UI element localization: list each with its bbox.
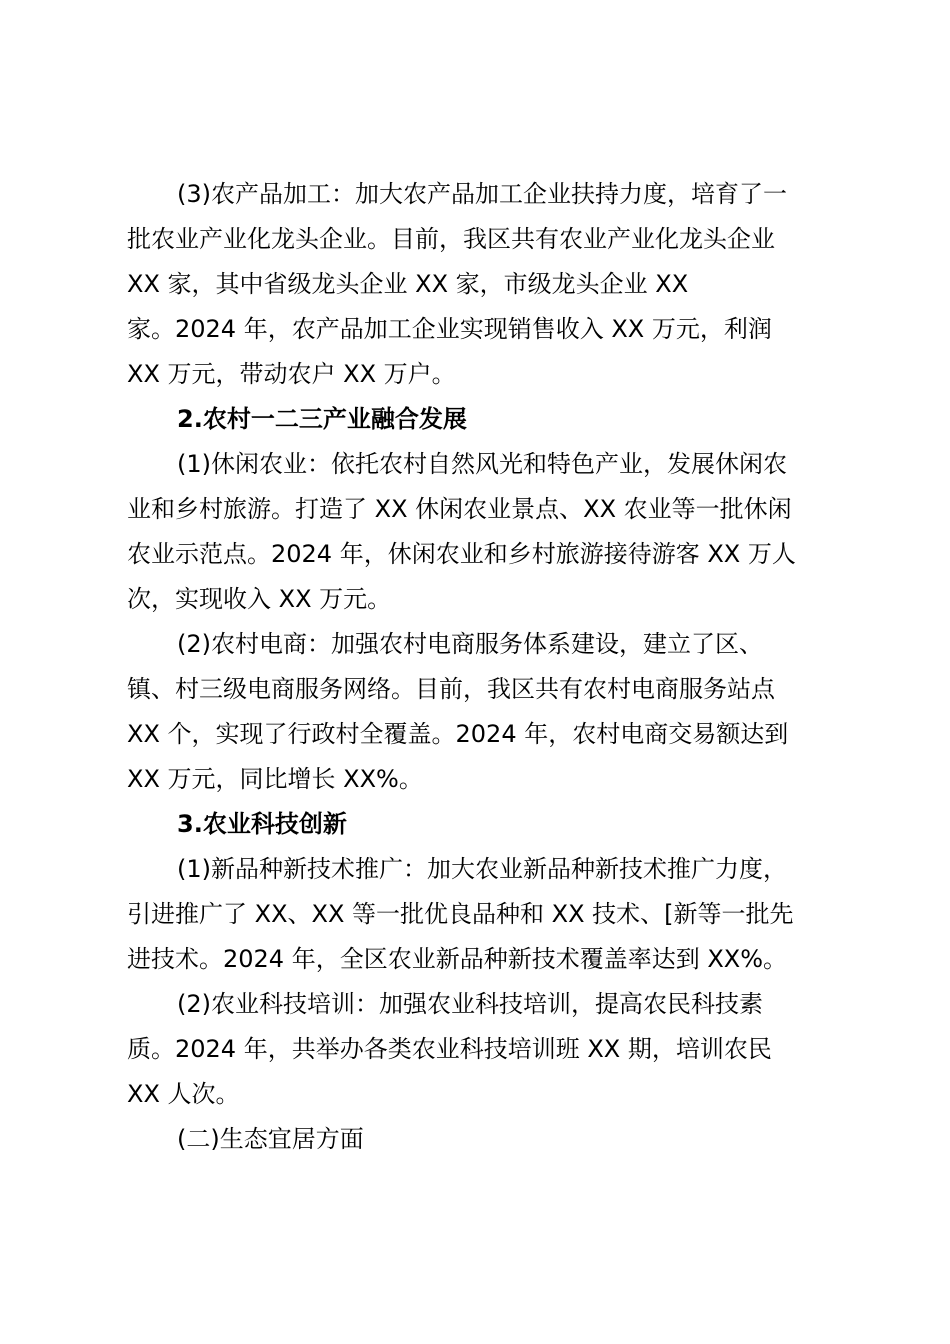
paragraph-line: 农业示范点。2024 年，休闲农业和乡村旅游接待游客 XX 万人 <box>127 540 796 568</box>
paragraph-line: (1)休闲农业：依托农村自然风光和特色产业，发展休闲农 <box>177 450 787 478</box>
paragraph-line: (3)农产品加工：加大农产品加工企业扶持力度，培育了一 <box>177 180 787 208</box>
paragraph-line: 批农业产业化龙头企业。目前，我区共有农业产业化龙头企业 <box>127 225 775 253</box>
paragraph-line: XX 个，实现了行政村全覆盖。2024 年，农村电商交易额达到 <box>127 720 789 748</box>
paragraph-line: 引进推广了 XX、XX 等一批优良品种和 XX 技术、[新等一批先 <box>127 900 794 928</box>
paragraph-line: (2)农业科技培训：加强农业科技培训，提高农民科技素 <box>177 990 763 1018</box>
paragraph-line: 进技术。2024 年，全区农业新品种新技术覆盖率达到 XX%。 <box>127 945 788 973</box>
paragraph-line: 次，实现收入 XX 万元。 <box>127 585 392 613</box>
section-heading: (二)生态宜居方面 <box>177 1125 364 1153</box>
paragraph-line: (2)农村电商：加强农村电商服务体系建设，建立了区、 <box>177 630 763 658</box>
paragraph-line: XX 人次。 <box>127 1080 240 1108</box>
paragraph-line: 镇、村三级电商服务网络。目前，我区共有农村电商服务站点 <box>127 675 775 703</box>
paragraph-line: 家。2024 年，农产品加工企业实现销售收入 XX 万元，利润 <box>127 315 772 343</box>
paragraph-line: 业和乡村旅游。打造了 XX 休闲农业景点、XX 农业等一批休闲 <box>127 495 792 523</box>
paragraph-line: 质。2024 年，共举办各类农业科技培训班 XX 期，培训农民 <box>127 1035 772 1063</box>
paragraph-line: XX 万元，带动农户 XX 万户。 <box>127 360 456 388</box>
paragraph-line: XX 家，其中省级龙头企业 XX 家，市级龙头企业 XX <box>127 270 689 298</box>
paragraph-line: XX 万元，同比增长 XX%。 <box>127 765 423 793</box>
paragraph-line: (1)新品种新技术推广：加大农业新品种新技术推广力度， <box>177 855 787 883</box>
section-heading: 2.农村一二三产业融合发展 <box>177 405 467 433</box>
section-heading: 3.农业科技创新 <box>177 810 347 838</box>
